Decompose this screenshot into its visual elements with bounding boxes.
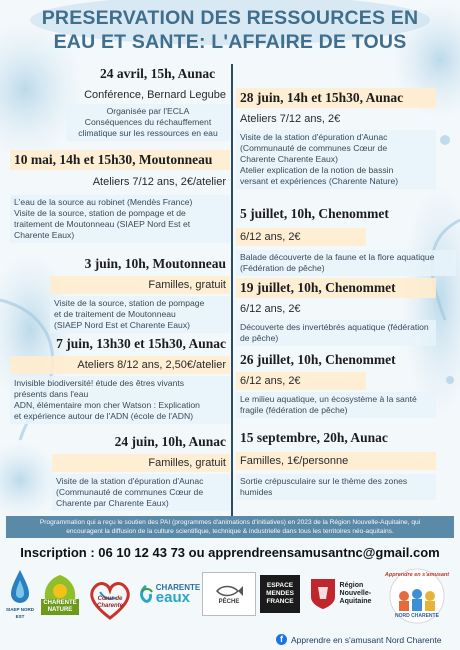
event-date: 24 avril, 15h, Aunac — [100, 66, 216, 81]
logo-coeur-de-charente: Cœur de Charente — [84, 566, 136, 622]
event-description: Organisée par l'ECLA Conséquences du réchauffement climatique sur les ressources en eau — [66, 104, 230, 141]
event-subtitle: Familles, 1€/personne — [236, 452, 436, 470]
event-7-juin — [10, 334, 230, 424]
event-10-mai — [10, 150, 230, 243]
event-subtitle: Familles, gratuit — [52, 454, 230, 472]
event-description: Sortie crépusculaire sur le thème des zones humides — [236, 474, 436, 500]
event-description: Le milieu aquatique, un écosystème à la santé fragile (fédération de pêche) — [236, 392, 436, 418]
event-3-juin — [50, 254, 230, 333]
event-15-septembre — [236, 428, 436, 500]
charente-eaux-swirl-icon — [138, 584, 154, 604]
event-description: Balade découverte de la faune et la flore aquatique (Fédération de pêche) — [236, 250, 456, 276]
event-date: 26 juillet, 10h, Chenommet — [240, 352, 396, 367]
event-subtitle: Ateliers 7/12 ans, 2€/atelier — [92, 176, 226, 188]
event-date: 7 juin, 13h30 et 15h30, Aunac — [56, 336, 226, 351]
event-19-juillet — [236, 278, 436, 346]
lion-crest-icon — [309, 577, 337, 611]
page-title — [0, 6, 460, 54]
logo-region-nouvelle-aquitaine: Région Nouvelle- Aquitaine — [302, 566, 378, 622]
event-date: 19 juillet, 10h, Chenommet — [236, 278, 436, 298]
inscription-contact: Inscription : 06 10 12 43 73 ou apprendreensamusantnc@gmail.com — [20, 545, 440, 560]
event-subtitle: Ateliers 8/12 ans, 2,50€/atelier — [10, 356, 230, 374]
event-description: Visite de la station d'épuration d'Aunac (Communauté de communes Cœur de Charente Charente Eaux) Atelier explication de la notion de bassin versant et expériences (Charente Nature) — [236, 130, 436, 189]
event-date: 15 septembre, 20h, Aunac — [240, 430, 388, 445]
column-divider — [231, 64, 233, 516]
event-date: 28 juin, 14h et 15h30, Aunac — [236, 88, 436, 108]
event-26-juillet — [236, 350, 436, 418]
title-line-2: EAU ET SANTE: L'AFFAIRE DE TOUS — [53, 31, 407, 53]
event-subtitle: 6/12 ans, 2€ — [236, 228, 366, 246]
event-date: 24 juin, 10h, Aunac — [114, 434, 226, 449]
event-date: 5 juillet, 10h, Chenommet — [240, 206, 389, 221]
logo-siaep: SIAEP NORD EST — [4, 566, 36, 622]
title-line-1: PRESERVATION DES RESSOURCES EN — [41, 7, 419, 29]
event-28-juin — [236, 88, 436, 189]
event-subtitle: 6/12 ans, 2€ — [236, 372, 366, 390]
event-date: 10 mai, 14h et 15h30, Moutonneau — [10, 150, 230, 170]
event-24-avril — [96, 64, 230, 84]
logo-espace-mendes-france: ESPACE MENDES FRANCE — [260, 566, 300, 622]
event-description: L'eau de la source au robinet (Mendès France) Visite de la source, station de pompage et de traitement de Moutonneau (SIAEP Nord Est et Charente Eaux) — [10, 195, 230, 243]
event-date: 3 juin, 10h, Moutonneau — [84, 256, 226, 271]
fish-icon — [214, 583, 244, 599]
event-24-juin — [52, 432, 230, 511]
event-5-juillet — [236, 204, 456, 276]
facebook-page-name: Apprendre en s'amusant Nord Charente — [291, 634, 442, 645]
event-subtitle: 6/12 ans, 2€ — [240, 303, 301, 315]
funding-note: Programmation qui a reçu le soutien des PAI (programmes d'animations d'initiatives) en 2023 de la Région Nouvelle-Aquitaine, qui encouragent la diffusion de la culture scientifique, technique & industrielle dans tous les territoires néo-aquitains. — [6, 516, 454, 538]
event-subtitle: Conférence, Bernard Legube — [84, 89, 226, 101]
event-subtitle: Familles, gratuit — [50, 276, 230, 294]
event-subtitle: Ateliers 7/12 ans, 2€ — [240, 113, 341, 125]
logo-apprendre-en-samusant: Apprendre en s'amusant NORD CHARENTE — [380, 566, 454, 626]
event-24-avril-details — [66, 86, 230, 141]
water-drop-icon — [8, 568, 32, 606]
partner-logos — [4, 566, 456, 626]
facebook-icon: f — [276, 634, 287, 645]
facebook-link[interactable] — [276, 634, 441, 645]
logo-charente-eaux: CHARENTE eaux — [140, 566, 198, 622]
logo-charente-nature: CHARENTE NATURE — [38, 566, 82, 622]
logo-federation-peche: PÊCHE — [200, 566, 258, 622]
event-description: Découverte des invertébrés aquatique (fédération de pêche) — [236, 320, 436, 346]
event-description: Invisible biodiversité! étude des êtres vivants présents dans l'eau ADN, élémentaire mon cher Watson : Explication et expérience autour de l'ADN (école de l'ADN) — [10, 376, 230, 424]
event-description: Visite de la station d'épuration d'Aunac (Communauté de communes Cœur de Charente par Charente Eaux) — [52, 474, 230, 511]
event-description: Visite de la source, station de pompage et de traitement de Moutonneau (SIAEP Nord Est et Charente Eaux) — [50, 296, 230, 333]
